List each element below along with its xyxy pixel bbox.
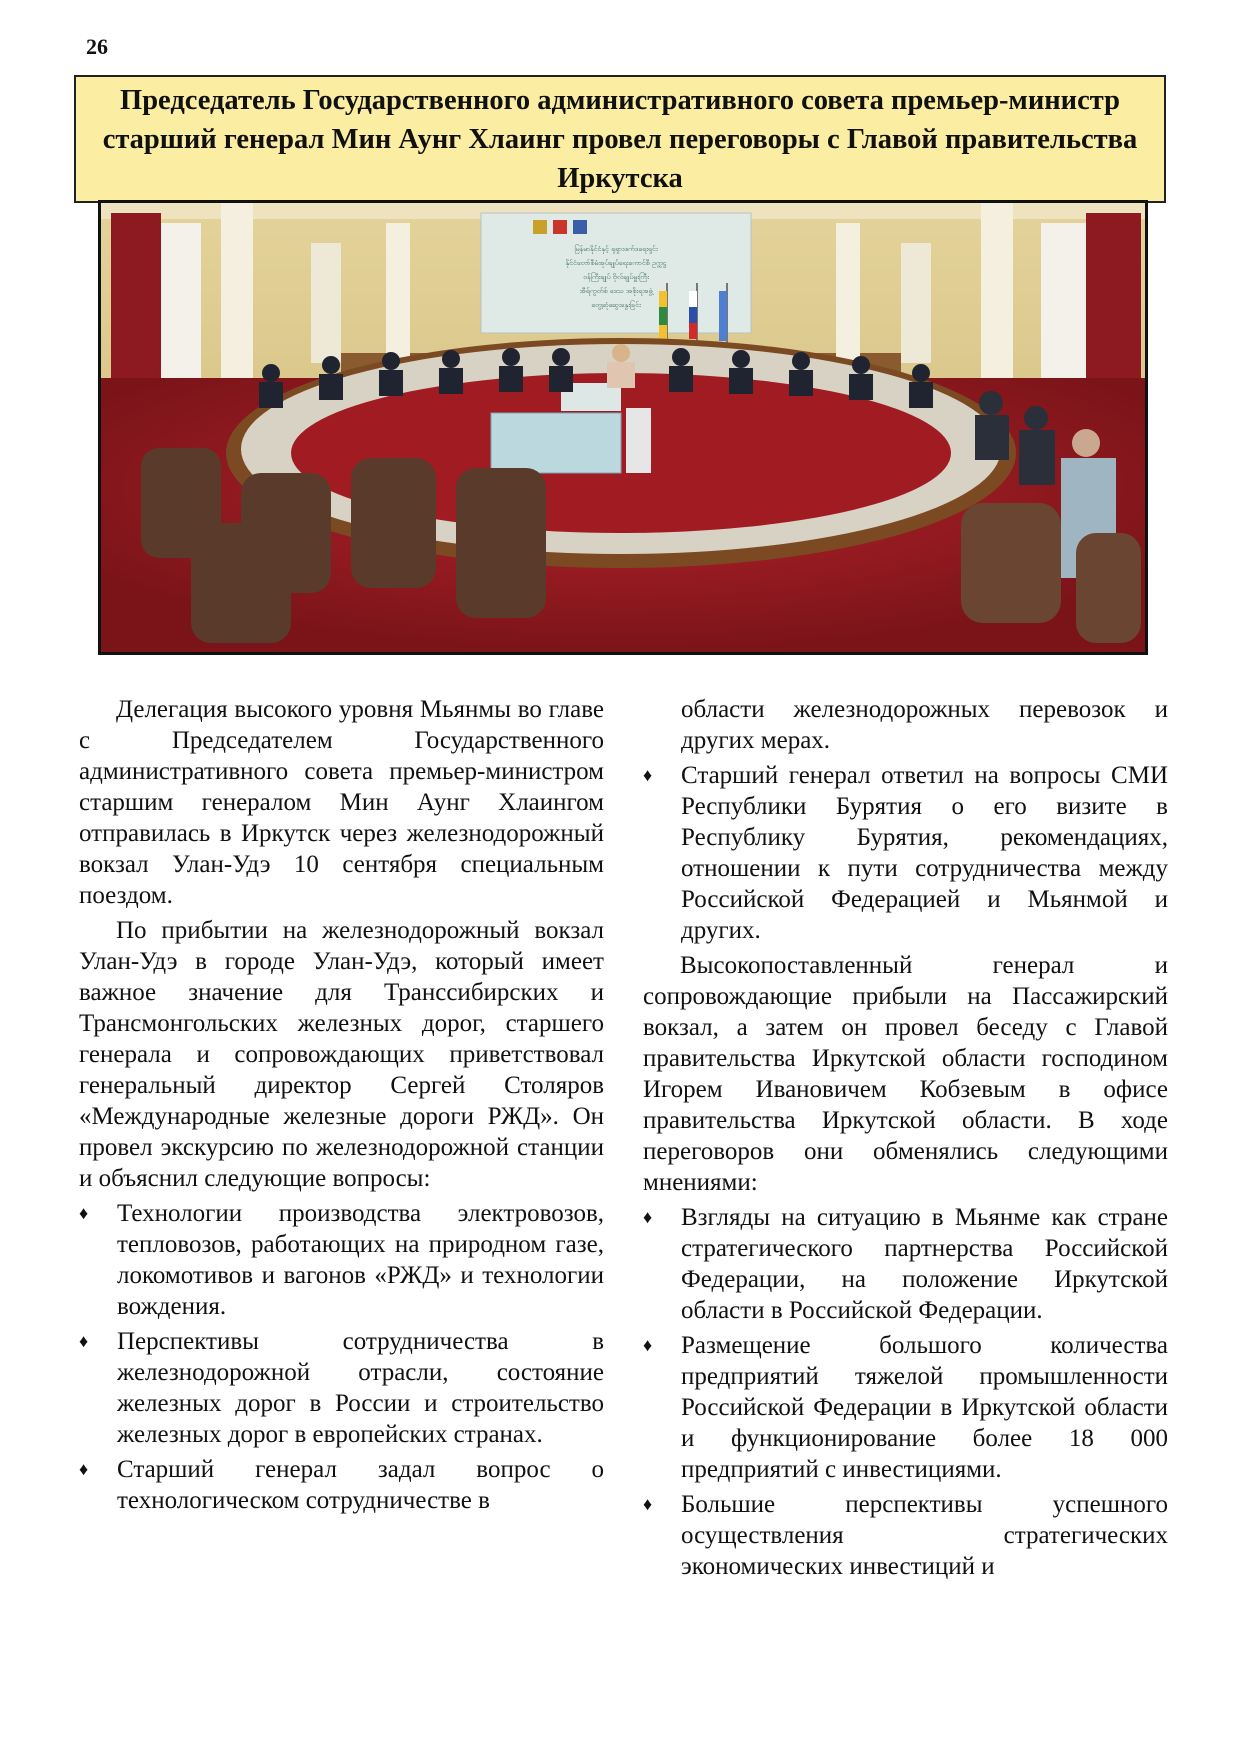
left-paragraph-2: По прибытии на железнодорожный вокзал Улан-Удэ в городе Улан-Удэ, который имеет важное значение для Транссибирских и Трансмонгольских железных дорог, старшего генерала и сопровождающих приветствовал генеральный директор Сергей Столяров «Международные железные дороги РЖД». Он провел экскурсию по железнодорожной станции и объяснил следующие вопросы:	[79, 917, 604, 1192]
list-item	[643, 1489, 1168, 1582]
list-item	[79, 1198, 604, 1322]
svg-text:နိုင်ငံတော်စီမံအုပ်ချုပ်ရေးကော: နိုင်ငံတော်စီမံအုပ်ချုပ်ရေးကောင်စီ ဥက္ကဋ္ဌ	[565, 259, 667, 267]
list-item	[79, 1326, 604, 1450]
list-item	[643, 1202, 1168, 1326]
left-bullet-list	[79, 1198, 604, 1516]
right-column	[643, 694, 1168, 1586]
diamond-bullet-icon: ♦	[79, 1331, 89, 1351]
diamond-bullet-icon: ♦	[643, 1494, 653, 1514]
svg-text:မြန်မာနိုင်ငံနှင့် ရုရှားဖက်ဒရ: မြန်မာနိုင်ငံနှင့် ရုရှားဖက်ဒရေးရှင်း	[574, 245, 658, 253]
list-item	[79, 1454, 604, 1516]
right-bullet-list-top	[643, 694, 1168, 946]
list-item	[643, 1330, 1168, 1485]
list-item	[643, 760, 1168, 946]
list-item-text: Перспективы сотрудничества в железнодорожной отрасли, состояние железных дорог в России и строительство железных дорог в европейских странах.	[117, 1328, 604, 1448]
list-item-text: Старший генерал ответил на вопросы СМИ Республики Бурятия о его визите в Республику Бурятия, рекомендациях, отношении к пути сотрудничества между Российской Федерацией и Мьянмой и других.	[681, 762, 1168, 944]
left-paragraph-1: Делегация высокого уровня Мьянмы во главе с Председателем Государственного административного совета премьер-министром старшим генералом Мин Аунг Хлаингом отправилась в Иркутск через железнодорожный вокзал Улан-Удэ 10 сентября специальным поездом.	[79, 696, 604, 909]
list-item-text: Большие перспективы успешного осуществления стратегических экономических инвестиций и	[681, 1491, 1168, 1580]
list-item-text: Размещение большого количества предприятий тяжелой промышленности Российской Федерации в Иркутской области и функционирование более 18 000 предприятий с инвестициями.	[681, 1332, 1168, 1483]
left-column	[79, 694, 604, 1520]
diamond-bullet-icon: ♦	[643, 765, 653, 785]
right-paragraph-1: Высокопоставленный генерал и сопровождающие прибыли на Пассажирский вокзал, а затем он провел беседу с Главой правительства Иркутской области господином Игорем Ивановичем Кобзевым в офисе правительства Иркутской области. В ходе переговоров они обменялись следующими мнениями:	[643, 952, 1168, 1196]
list-item-text: Технологии производства электровозов, тепловозов, работающих на природном газе, локомотивов и вагонов «РЖД» и технологии вождения.	[117, 1200, 604, 1320]
list-item-text: Взгляды на ситуацию в Мьянме как стране стратегического партнерства Российской Федерации, на положение Иркутской области в Российской Федерации.	[681, 1204, 1168, 1324]
page-number: 26	[86, 34, 108, 59]
list-item-text: Старший генерал задал вопрос о технологическом сотрудничестве в	[117, 1456, 604, 1514]
article-title: Председатель Государственного административного совета премьер-министр старший генерал Мин Аунг Хлаинг провел переговоры с Главой правительства Иркутска	[102, 84, 1138, 194]
svg-text:၀န်ကြီးချုပ် ဗိုလ်ချုပ်မှူးကြီ: ၀န်ကြီးချုပ် ဗိုလ်ချုပ်မှူးကြီး	[583, 273, 649, 281]
svg-text:အီရ်ကွတ်စ် ဒေသ အစိုးရအဖွဲ့: အီရ်ကွတ်စ် ဒေသ အစိုးရအဖွဲ့	[579, 287, 653, 295]
diamond-bullet-icon: ♦	[79, 1459, 89, 1479]
meeting-photo	[98, 200, 1148, 655]
title-box	[74, 75, 1166, 203]
svg-text:တွေ့ဆုံဆွေးနွေးခြင်း: တွေ့ဆုံဆွေးနွေးခြင်း	[591, 301, 641, 309]
diamond-bullet-icon: ♦	[643, 1207, 653, 1227]
right-bullet-list	[643, 1202, 1168, 1582]
diamond-bullet-icon: ♦	[643, 1335, 653, 1355]
list-item-continued	[643, 694, 1168, 756]
list-item-text: области железнодорожных перевозок и других мерах.	[681, 696, 1168, 754]
diamond-bullet-icon: ♦	[79, 1203, 89, 1223]
